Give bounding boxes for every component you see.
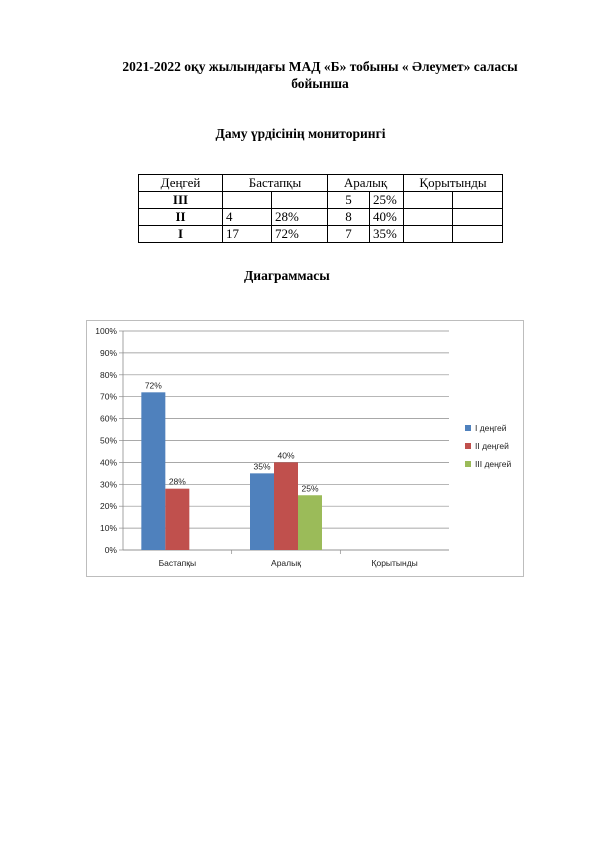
table-row: [139, 192, 503, 209]
title-line-1: 2021-2022 оқу жылындағы МАД «Б» тобыны « Әлеумет» саласы: [122, 59, 518, 74]
y-tick-label: 90%: [99, 347, 117, 358]
x-tick-label: Қорытынды: [371, 558, 418, 568]
x-tick-label: Бастапқы: [158, 558, 197, 568]
start-percent: 72%: [272, 226, 328, 243]
final-count: [404, 192, 453, 209]
y-tick-label: 30%: [99, 479, 117, 490]
table-row: [139, 209, 503, 226]
data-label: 72%: [144, 380, 162, 391]
data-label: 25%: [301, 483, 319, 494]
legend-item: [465, 455, 511, 473]
row-level: III: [139, 192, 223, 209]
header-final: Қорытынды: [404, 175, 503, 192]
y-tick-label: 100%: [95, 326, 117, 336]
legend-item: [465, 419, 511, 437]
legend-swatch: [465, 425, 471, 431]
legend-label: III деңгей: [475, 459, 512, 469]
chart-legend: [465, 419, 511, 473]
final-count: [404, 226, 453, 243]
bar: [274, 462, 298, 550]
data-label: 35%: [253, 461, 271, 472]
mid-count: 8: [328, 209, 370, 226]
data-label: 40%: [277, 450, 295, 461]
legend-item: [465, 437, 511, 455]
final-count: [404, 209, 453, 226]
y-tick-label: 40%: [99, 457, 117, 468]
y-tick-label: 60%: [99, 413, 117, 424]
chart-container: [86, 320, 524, 577]
title-line-2: бойынша: [291, 76, 349, 91]
bar: [298, 495, 322, 550]
y-tick-label: 80%: [99, 369, 117, 380]
bar: [165, 489, 189, 550]
mid-percent: 40%: [370, 209, 404, 226]
bar-chart: [87, 321, 523, 576]
start-percent: [272, 192, 328, 209]
legend-swatch: [465, 443, 471, 449]
start-count: 4: [223, 209, 272, 226]
header-start: Бастапқы: [223, 175, 328, 192]
document-title: [100, 58, 540, 92]
bar: [141, 392, 165, 550]
data-label: 28%: [168, 476, 186, 487]
mid-percent: 35%: [370, 226, 404, 243]
start-percent: 28%: [272, 209, 328, 226]
mid-count: 7: [328, 226, 370, 243]
mid-count: 5: [328, 192, 370, 209]
final-percent: [453, 226, 503, 243]
legend-label: II деңгей: [475, 441, 509, 451]
final-percent: [453, 209, 503, 226]
y-tick-label: 10%: [99, 523, 117, 534]
y-tick-label: 70%: [99, 391, 117, 402]
x-tick-label: Аралық: [271, 558, 301, 568]
bar: [250, 473, 274, 550]
table-row: [139, 226, 503, 243]
start-count: [223, 192, 272, 209]
legend-label: I деңгей: [475, 423, 507, 433]
start-count: 17: [223, 226, 272, 243]
header-mid: Аралық: [328, 175, 404, 192]
mid-percent: 25%: [370, 192, 404, 209]
row-level: I: [139, 226, 223, 243]
legend-swatch: [465, 461, 471, 467]
y-tick-label: 50%: [99, 435, 117, 446]
monitoring-subtitle: Даму үрдісінің мониторингі: [215, 126, 386, 141]
table-header-row: [139, 175, 503, 192]
row-level: II: [139, 209, 223, 226]
monitoring-table: [138, 174, 503, 243]
y-tick-label: 0%: [104, 545, 117, 555]
diagram-title: Диаграммасы: [244, 268, 330, 283]
final-percent: [453, 192, 503, 209]
header-level: Деңгей: [139, 175, 223, 192]
y-tick-label: 20%: [99, 501, 117, 512]
